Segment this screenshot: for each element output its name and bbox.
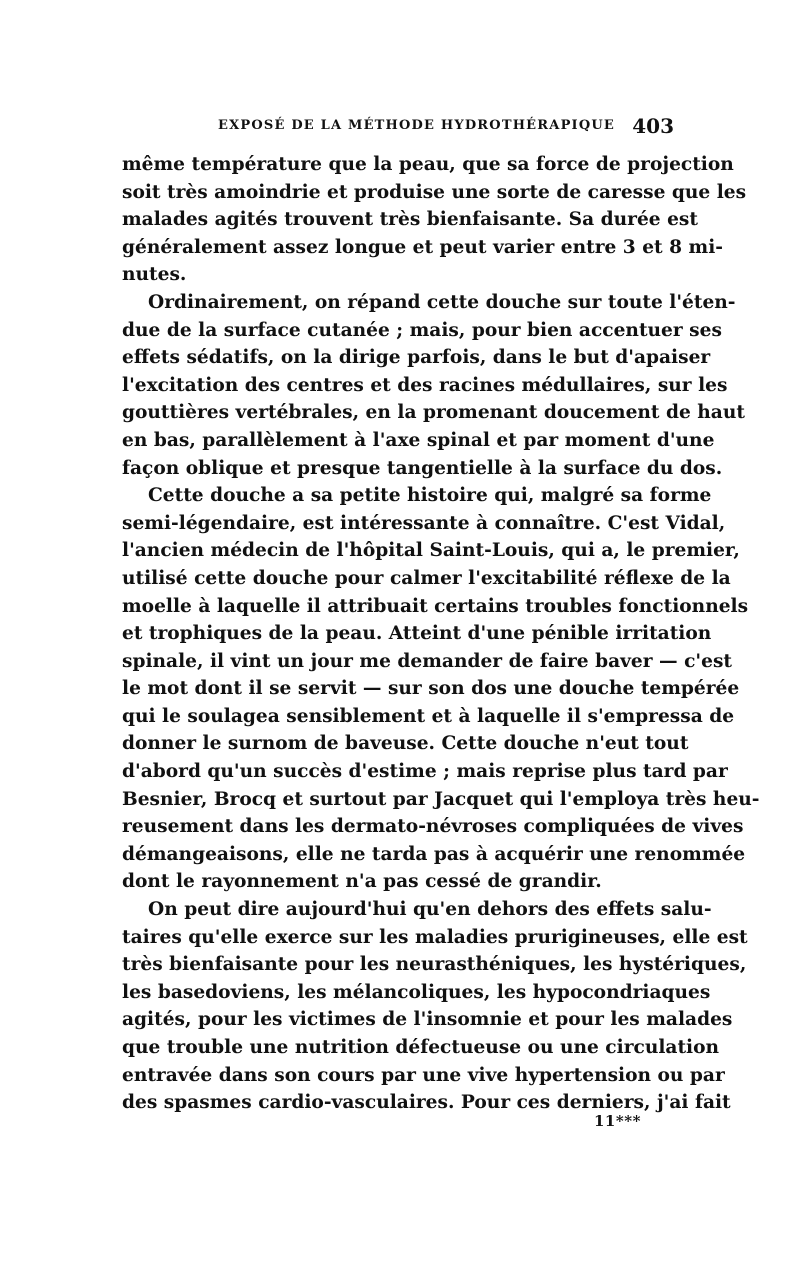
text-line: les basedoviens, les mélancoliques, les hypocondriaques [122,981,711,1003]
text-line: effets sédatifs, on la dirige parfois, dans le but d'apaiser [122,347,711,369]
paragraph [122,896,748,1117]
text-line: Besnier, Brocq et surtout par Jacquet qui l'employa très heu- [122,788,760,810]
paragraph [122,289,745,482]
signature-mark: 11*** [594,1112,641,1130]
text-line: qui le soulagea sensiblement et à laquelle il s'empressa de [122,705,735,727]
text-line: en bas, parallèlement à l'axe spinal et par moment d'une [122,429,715,451]
text-line: taires qu'elle exerce sur les maladies prurigineuses, elle est [122,926,748,948]
text-line: dont le rayonnement n'a pas cessé de grandir. [122,871,602,893]
text-line: gouttières vertébrales, en la promenant doucement de haut [122,402,745,424]
text-line: moelle à laquelle il attribuait certains troubles fonctionnels [122,595,749,617]
text-line: malades agités trouvent très bienfaisante. Sa durée est [122,209,698,231]
text-line: spinale, il vint un jour me demander de faire baver — c'est [122,650,732,672]
text-line: Ordinairement, on répand cette douche sur toute l'éten- [148,291,736,313]
page-number: 403 [632,114,674,138]
body-text [122,151,760,1117]
text-line: démangeaisons, elle ne tarda pas à acquérir une renommée [122,843,746,865]
text-line: semi-légendaire, est intéressante à connaître. C'est Vidal, [122,512,726,534]
text-line: soit très amoindrie et produise une sorte de caresse que les [122,181,747,203]
running-title: EXPOSÉ DE LA MÉTHODE HYDROTHÉRAPIQUE [218,118,616,133]
paragraph [122,151,747,289]
text-line: très bienfaisante pour les neurasthéniques, les hystériques, [122,954,747,976]
paragraph [122,482,760,896]
text-line: due de la surface cutanée ; mais, pour bien accentuer ses [122,319,722,341]
text-line: agités, pour les victimes de l'insomnie et pour les malades [122,1009,733,1031]
text-line: le mot dont il se servit — sur son dos une douche tempérée [122,678,740,700]
text-line: et trophiques de la peau. Atteint d'une pénible irritation [122,623,712,645]
text-line: d'abord qu'un succès d'estime ; mais reprise plus tard par [122,761,728,783]
text-line: généralement assez longue et peut varier entre 3 et 8 mi- [122,236,723,258]
running-head [122,100,678,140]
text-line: que trouble une nutrition défectueuse ou une circulation [122,1037,720,1058]
text-line: utilisé cette douche pour calmer l'excitabilité réflexe de la [122,567,731,589]
text-line: l'ancien médecin de l'hôpital Saint-Louis, qui a, le premier, [122,540,740,562]
text-line: Cette douche a sa petite histoire qui, malgré sa forme [148,485,712,507]
text-line: reusement dans les dermato-névroses compliquées de vives [122,816,744,838]
text-line: l'excitation des centres et des racines médullaires, sur les [122,374,728,396]
text-line: entravée dans son cours par une vive hypertension ou par [122,1064,725,1086]
text-line: des spasmes cardio-vasculaires. Pour ces derniers, j'ai fait [122,1092,731,1114]
text-line: même température que la peau, que sa force de projection [122,154,734,175]
text-line: On peut dire aujourd'hui qu'en dehors des effets salu- [148,899,712,921]
text-line: façon oblique et presque tangentielle à la surface du dos. [122,457,723,479]
text-line: donner le surnom de baveuse. Cette douche n'eut tout [122,733,689,755]
text-line: nutes. [122,264,187,286]
